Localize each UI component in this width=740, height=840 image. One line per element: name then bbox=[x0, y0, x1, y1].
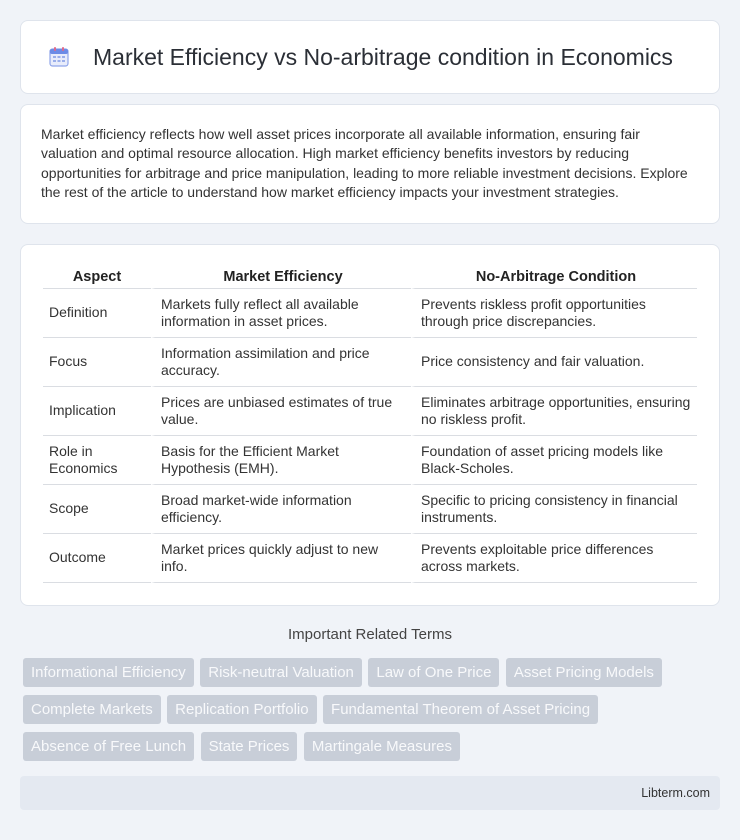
row-no-arbitrage: Prevents exploitable price differences across markets. bbox=[411, 534, 697, 583]
row-market-efficiency: Prices are unbiased estimates of true value. bbox=[151, 387, 411, 436]
row-market-efficiency: Information assimilation and price accuracy. bbox=[151, 338, 411, 387]
row-aspect: Role in Economics bbox=[43, 436, 151, 485]
related-term-tag[interactable]: Absence of Free Lunch bbox=[23, 732, 194, 761]
page-title: Market Efficiency vs No-arbitrage condition in Economics bbox=[93, 43, 673, 70]
row-aspect: Focus bbox=[43, 338, 151, 387]
related-term-tag[interactable]: Martingale Measures bbox=[304, 732, 460, 761]
header-no-arbitrage: No-Arbitrage Condition bbox=[411, 265, 697, 289]
row-market-efficiency: Broad market-wide information efficiency. bbox=[151, 485, 411, 534]
row-market-efficiency: Basis for the Efficient Market Hypothesis (EMH). bbox=[151, 436, 411, 485]
table-row bbox=[43, 338, 697, 387]
related-term-tag[interactable]: Law of One Price bbox=[368, 658, 499, 687]
row-aspect: Scope bbox=[43, 485, 151, 534]
table-row bbox=[43, 289, 697, 338]
table-row bbox=[43, 534, 697, 583]
row-aspect: Outcome bbox=[43, 534, 151, 583]
row-market-efficiency: Markets fully reflect all available information in asset prices. bbox=[151, 289, 411, 338]
table-row bbox=[43, 387, 697, 436]
related-terms-title: Important Related Terms bbox=[288, 626, 452, 643]
intro-text: Market efficiency reflects how well asset prices incorporate all available information, ensuring fair valuation and optimal resource allocation. High market efficiency benefits investors by reducing opportunities for arbitrage and price manipulation, leading to more reliable investment decisions. Explore the rest of the article to understand how market efficiency impacts your investment strategies. bbox=[41, 126, 688, 201]
footer bbox=[20, 776, 720, 810]
related-term-tag[interactable]: State Prices bbox=[201, 732, 298, 761]
row-no-arbitrage: Specific to pricing consistency in financial instruments. bbox=[411, 485, 697, 534]
row-market-efficiency: Market prices quickly adjust to new info. bbox=[151, 534, 411, 583]
related-term-tag[interactable]: Fundamental Theorem of Asset Pricing bbox=[323, 695, 598, 724]
related-term-tag[interactable]: Complete Markets bbox=[23, 695, 161, 724]
table-header-row bbox=[43, 265, 697, 289]
header-aspect: Aspect bbox=[43, 265, 151, 289]
row-aspect: Definition bbox=[43, 289, 151, 338]
calendar-icon bbox=[47, 45, 71, 69]
comparison-table-card bbox=[20, 244, 720, 606]
footer-site-link[interactable]: Libterm.com bbox=[641, 786, 710, 800]
row-no-arbitrage: Prevents riskless profit opportunities through price discrepancies. bbox=[411, 289, 697, 338]
comparison-table bbox=[43, 265, 697, 583]
related-term-tag[interactable]: Risk-neutral Valuation bbox=[200, 658, 362, 687]
row-no-arbitrage: Foundation of asset pricing models like Black-Scholes. bbox=[411, 436, 697, 485]
header-market-efficiency: Market Efficiency bbox=[151, 265, 411, 289]
intro-card bbox=[20, 104, 720, 224]
header-card bbox=[20, 20, 720, 94]
related-term-tag[interactable]: Informational Efficiency bbox=[23, 658, 194, 687]
row-aspect: Implication bbox=[43, 387, 151, 436]
related-term-tag[interactable]: Asset Pricing Models bbox=[506, 658, 662, 687]
related-term-tag[interactable]: Replication Portfolio bbox=[167, 695, 316, 724]
related-terms-list bbox=[23, 658, 723, 769]
table-row bbox=[43, 436, 697, 485]
table-row bbox=[43, 485, 697, 534]
row-no-arbitrage: Price consistency and fair valuation. bbox=[411, 338, 697, 387]
row-no-arbitrage: Eliminates arbitrage opportunities, ensuring no riskless profit. bbox=[411, 387, 697, 436]
